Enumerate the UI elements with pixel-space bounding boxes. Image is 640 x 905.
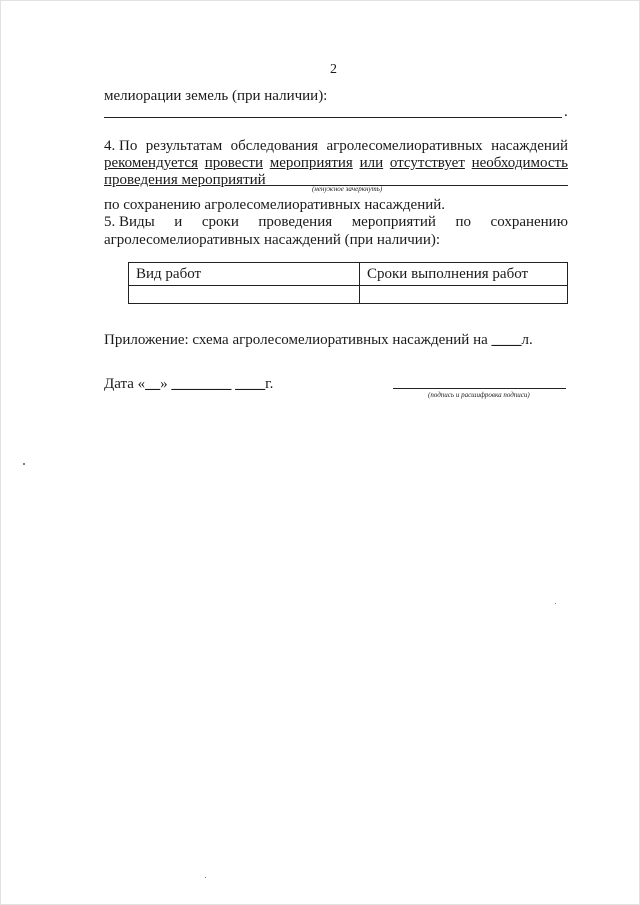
melioration-fill-line <box>104 117 562 118</box>
melioration-line-end: . <box>564 104 568 120</box>
table-row <box>129 286 568 304</box>
melioration-label: мелиорации земель (при наличии): <box>104 88 328 104</box>
table-cell[interactable] <box>129 286 360 304</box>
section-4-line-3: проведения мероприятий <box>104 172 266 188</box>
table-header-row <box>129 263 568 286</box>
scan-speck <box>555 603 556 604</box>
date-month-blank[interactable]: ________ <box>171 376 232 392</box>
section-5-line-1: 5. Виды и сроки проведения мероприятий по сохранению <box>104 214 568 230</box>
section-4-line-4: по сохранению агролесомелиоративных насаждений. <box>104 197 446 213</box>
section-4-line-1: 4. По результатам обследования агролесомелиоративных насаждений <box>104 138 568 154</box>
scan-speck <box>23 463 25 465</box>
signature-hint: (подпись и расшифровка подписи) <box>428 391 530 399</box>
appendix-line: Приложение: схема агролесомелиоративных насаждений на ____л. <box>104 332 533 348</box>
table-header-cell: Сроки выполнения работ <box>360 263 568 286</box>
section-5-line-2: агролесомелиоративных насаждений (при наличии): <box>104 232 441 248</box>
appendix-sheets-blank[interactable]: ____ <box>491 332 522 348</box>
page-number: 2 <box>330 62 337 77</box>
table-cell[interactable] <box>360 286 568 304</box>
signature-line[interactable] <box>393 388 566 389</box>
section-4-line-2: рекомендуется провести мероприятия или отсутствует необходимость <box>104 155 568 171</box>
date-year-blank[interactable]: ____ <box>235 376 266 392</box>
strike-out-hint: (ненужное зачеркнуть) <box>312 185 383 193</box>
date-line: Дата «__» ________ ____г. <box>104 376 274 392</box>
scan-speck <box>205 877 206 878</box>
date-day-blank[interactable]: __ <box>145 376 161 392</box>
works-table <box>128 262 568 304</box>
table-header-cell: Вид работ <box>129 263 360 286</box>
section-4-fill-line <box>259 185 568 186</box>
